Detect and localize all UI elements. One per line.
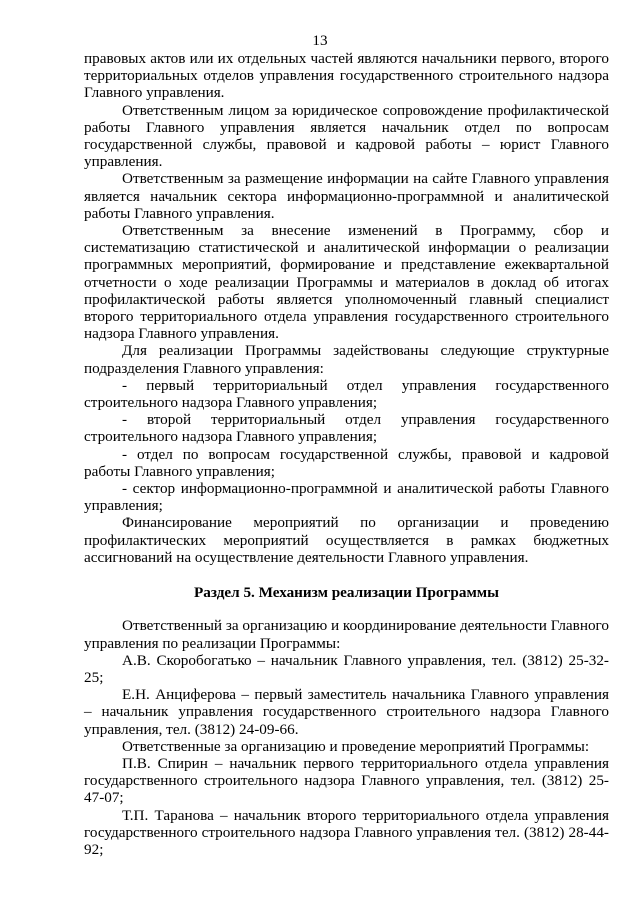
contact-antsiferova: Е.Н. Анциферова – первый заместитель начальника Главного управления – начальник управления государственного строительного надзора Главного управления, тел. (3812) 24-09-66. xyxy=(84,686,609,738)
paragraph-continuation: правовых актов или их отдельных частей являются начальники первого, второго территориальных отделов управления государственного строительного надзора Главного управления. xyxy=(84,50,609,102)
paragraph-site-info: Ответственным за размещение информации на сайте Главного управления является начальник сектора информационно-программной и аналитической работы Главного управления. xyxy=(84,170,609,222)
contact-taranova: Т.П. Таранова – начальник второго территориального отдела управления государственного строительного надзора Главного управления тел. (3812) 28-44-92; xyxy=(84,806,609,858)
paragraph-program-changes: Ответственным за внесение изменений в Программу, сбор и систематизацию статистической и аналитической информации о реализации программных мероприятий, формирование и представление ежеквартальной отчетности о ходе реализации Программы и материалов в доклад об итогах профилактической работы является уполномоченный главный специалист второго территориального отдела управления государственного строительного надзора Главного управления. xyxy=(84,222,609,343)
paragraph-coordination-responsible: Ответственный за организацию и координирование деятельности Главного управления по реализации Программы: xyxy=(84,617,609,652)
section-5-title: Раздел 5. Механизм реализации Программы xyxy=(194,584,499,602)
list-item-civil-service-department: - отдел по вопросам государственной службы, правовой и кадровой работы Главного управления; xyxy=(84,445,609,480)
list-item-it-sector: - сектор информационно-программной и аналитической работы Главного управления; xyxy=(84,480,609,515)
paragraph-events-responsible: Ответственные за организацию и проведение мероприятий Программы: xyxy=(122,737,590,755)
contact-spirin: П.В. Спирин – начальник первого территориального отдела управления государственного строительного надзора Главного управления, тел. (3812) 25-47-07; xyxy=(84,754,609,807)
list-item-first-department: - первый территориальный отдел управления государственного строительного надзора Главного управления; xyxy=(84,376,609,412)
paragraph-legal-support: Ответственным лицом за юридическое сопровождение профилактической работы Главного управления является начальник отдел по вопросам государственной службы, правовой и кадровой работы – юрист Главного управления. xyxy=(84,101,609,171)
page-number: 13 xyxy=(312,32,328,49)
paragraph-financing: Финансирование мероприятий по организации и проведению профилактических мероприятий осуществляется в рамках бюджетных ассигнований на осуществление деятельности Главного управления. xyxy=(84,514,609,566)
paragraph-structural-units: Для реализации Программы задействованы следующие структурные подразделения Главного управления: xyxy=(84,342,609,377)
list-item-second-department: - второй территориальный отдел управления государственного строительного надзора Главного управления; xyxy=(84,411,609,446)
contact-skorobogatko: А.В. Скоробогатько – начальник Главного управления, тел. (3812) 25-32-25; xyxy=(84,651,609,686)
document-body xyxy=(84,50,609,858)
